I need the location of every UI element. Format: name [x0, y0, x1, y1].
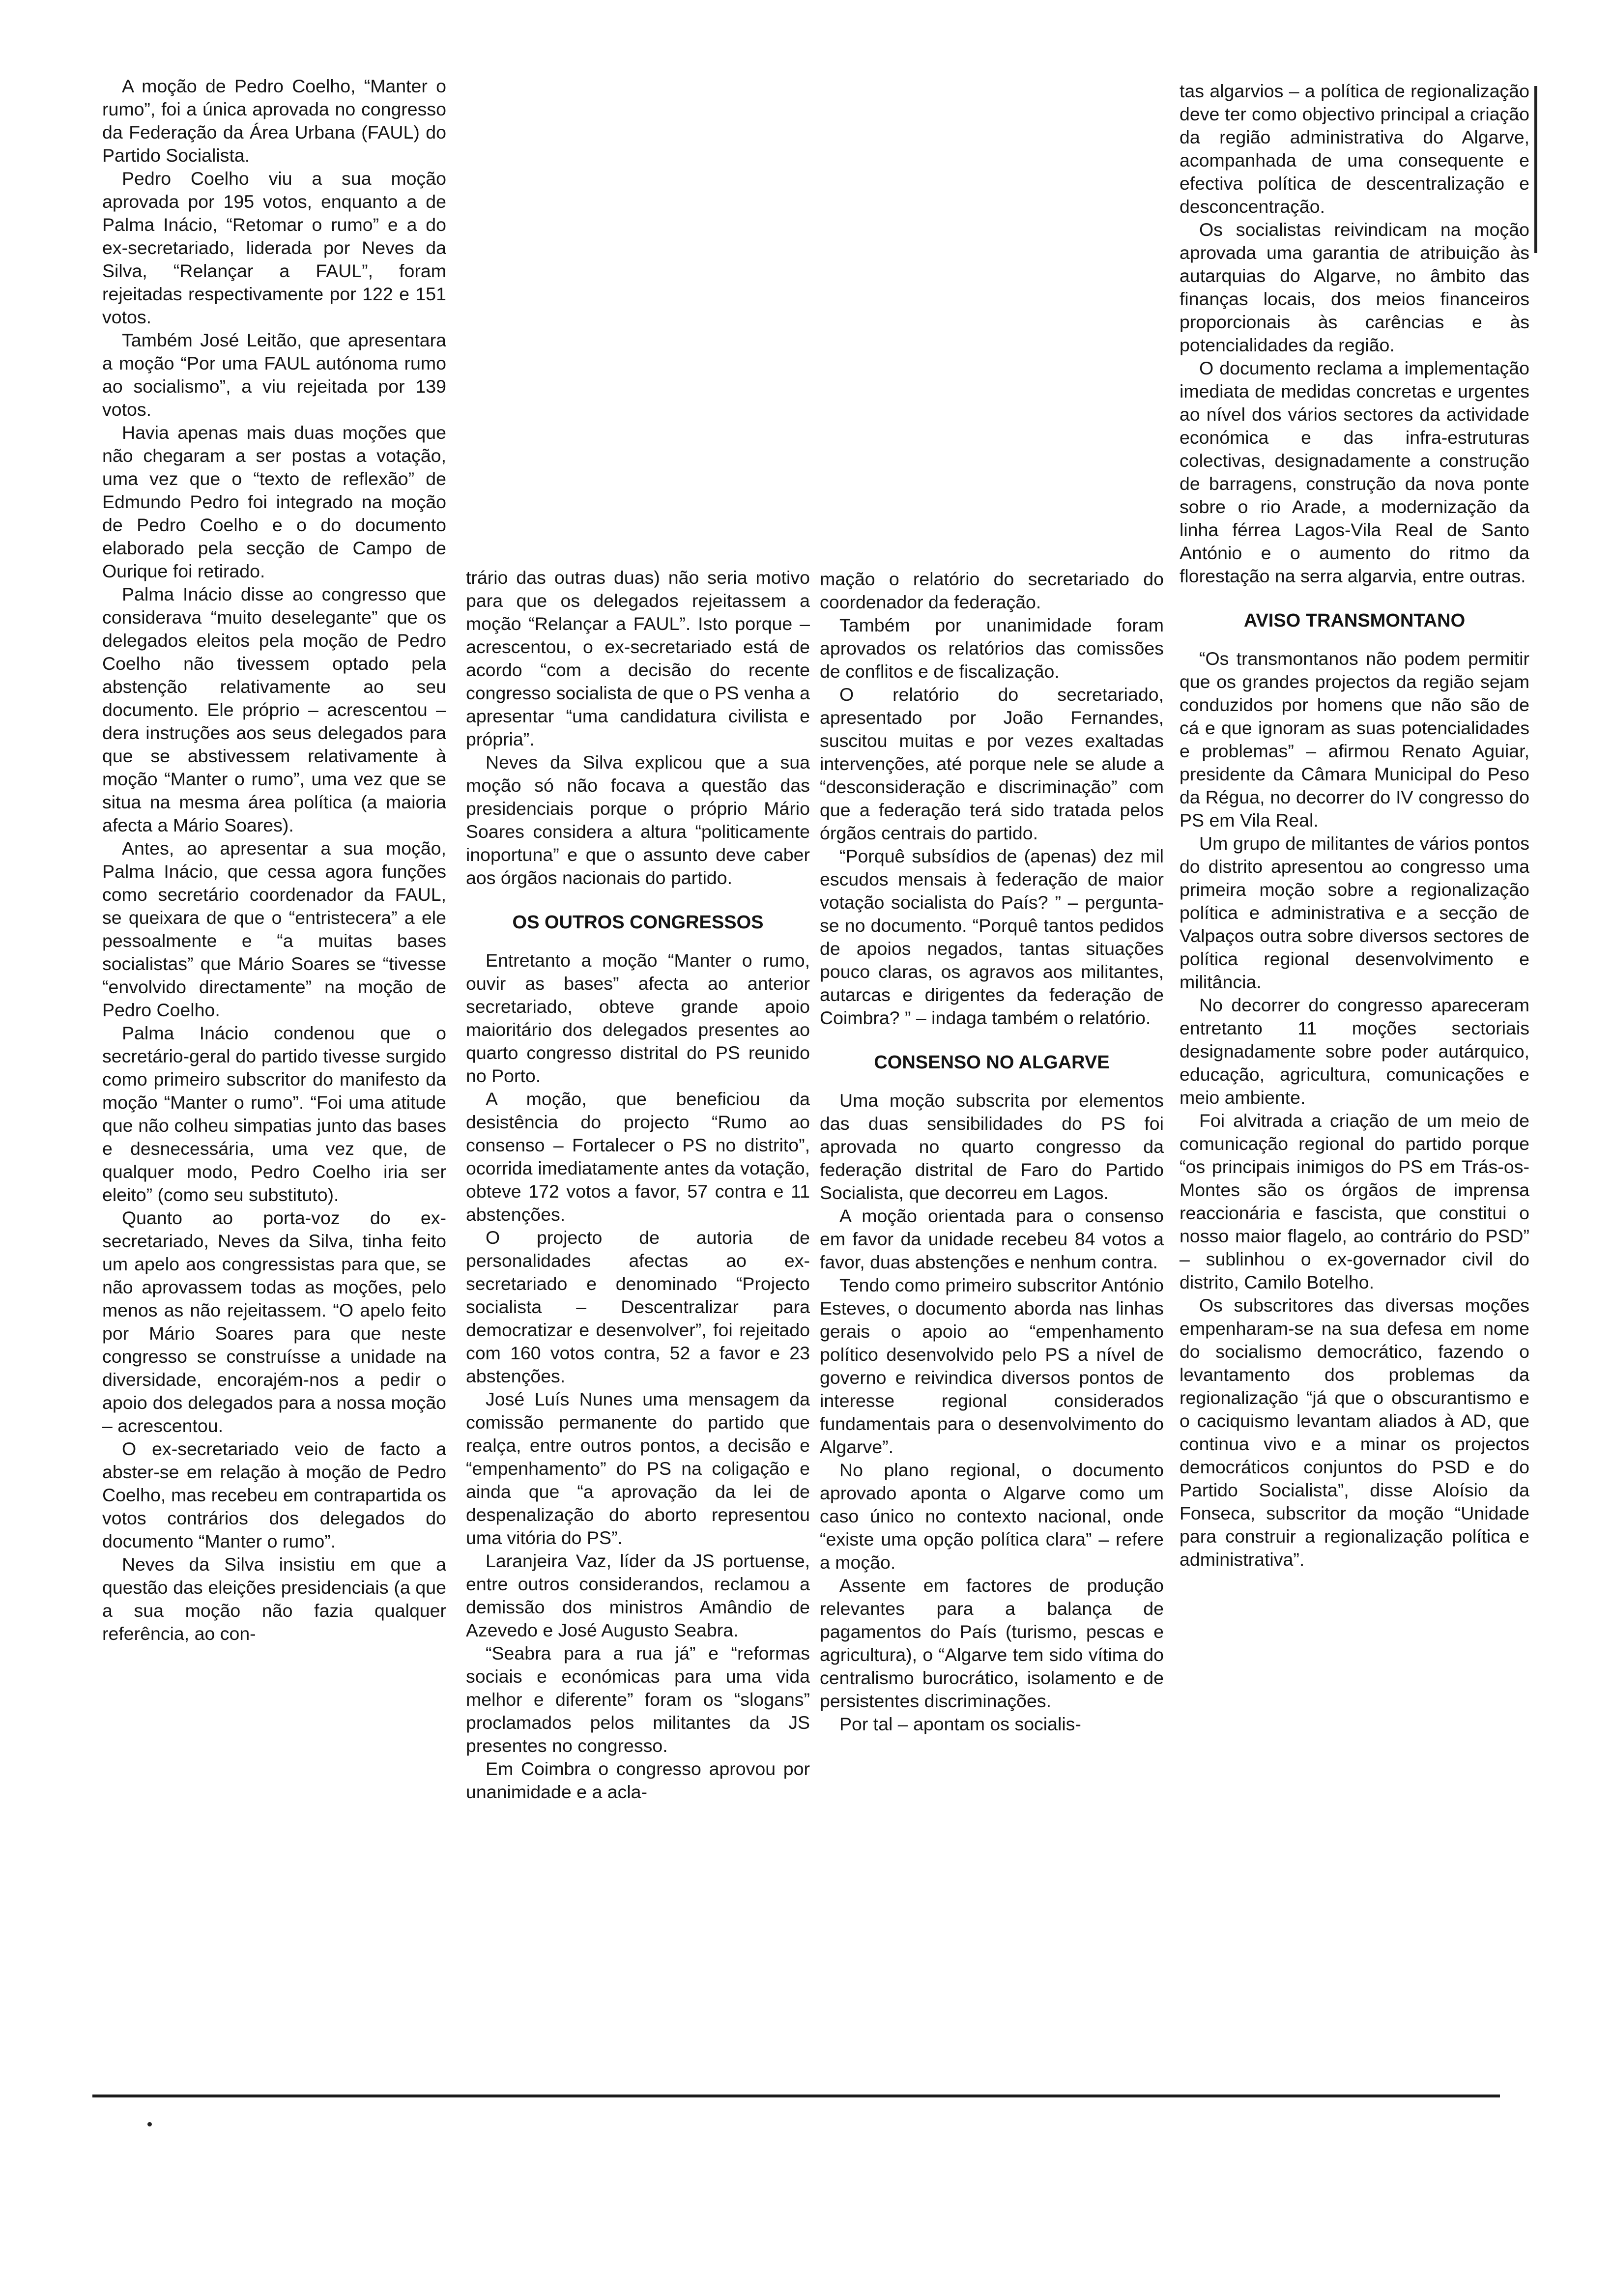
paragraph: Os socialistas reivindicam na moção aprovada uma garantia de atribuição às autarquias do Algarve, no âmbito das finanças locais, dos meios financeiros proporcionais às carências e às potencialidades da região.: [1180, 219, 1529, 355]
paragraph: Entretanto a moção “Manter o rumo, ouvir as bases” afecta ao anterior secretariado, obteve grande apoio maioritário dos delegados presentes ao quarto congresso distrital do PS reunido no Porto.: [466, 950, 810, 1086]
paragraph: Quanto ao porta-voz do ex-secretariado, Neves da Silva, tinha feito um apelo aos congressistas para que, se não aprovassem todas as moções, pelo menos as não rejeitassem. “O apelo feito por Mário Soares para que neste congresso se construísse a unidade na diversidade, encorajém-nos a pedir o apoio dos delegados para a nossa moção – acrescentou.: [102, 1207, 446, 1436]
paragraph: trário das outras duas) não seria motivo para que os delegados rejeitassem a moção “Relançar a FAUL”. Isto porque – acrescentou, o ex-secretariado está de acordo “com a decisão do recente congresso socialista de que o PS venha a apresentar “uma candidatura civilista e própria”.: [466, 567, 810, 749]
article-column-4: [1180, 80, 1529, 1571]
paragraph: A moção, que beneficiou da desistência do projecto “Rumo ao consenso – Fortalecer o PS no distrito”, ocorrida imediatamente antes da votação, obteve 172 votos a favor, 57 contra e 11 abstenções.: [466, 1089, 810, 1225]
paragraph: Por tal – apontam os socialis-: [839, 1714, 1081, 1734]
paragraph: No decorrer do congresso apareceram entretanto 11 moções sectoriais designadamente sobre poder autárquico, educação, agricultura, comunicações e meio ambiente.: [1180, 995, 1529, 1108]
section-heading: AVISO TRANSMONTANO: [1243, 610, 1466, 631]
section-heading: CONSENSO NO ALGARVE: [874, 1052, 1110, 1073]
paragraph: mação o relatório do secretariado do coordenador da federação.: [820, 569, 1164, 612]
paragraph: O ex-secretariado veio de facto a abster-se em relação à moção de Pedro Coelho, mas recebeu em contrapartida os votos contrários dos delegados do documento “Manter o rumo”.: [102, 1438, 446, 1551]
paragraph: José Luís Nunes uma mensagem da comissão permanente do partido que realça, entre outros pontos, a decisão e “empenhamento” do PS na coligação e ainda que “a aprovação da lei de despenalização do aborto representou uma vitória do PS”.: [466, 1389, 810, 1548]
paragraph: No plano regional, o documento aprovado aponta o Algarve como um caso único no contexto nacional, onde “existe uma opção política clara” – refere a moção.: [820, 1460, 1164, 1573]
paragraph: Também por unanimidade foram aprovados os relatórios das comissões de conflitos e de fiscalização.: [820, 615, 1164, 682]
paragraph: Antes, ao apresentar a sua moção, Palma Inácio, que cessa agora funções como secretário coordenador da FAUL, se queixara de que o “entristecera” a ele pessoalmente e “a muitas bases socialistas” que Mário Soares se “tivesse “envolvido directamente” na moção de Pedro Coelho.: [102, 838, 446, 1020]
paragraph: A moção de Pedro Coelho, “Manter o rumo”, foi a única aprovada no congresso da Federação da Área Urbana (FAUL) do Partido Socialista.: [102, 76, 446, 166]
paragraph: Palma Inácio condenou que o secretário-geral do partido tivesse surgido como primeiro subscritor do manifesto da moção “Manter o rumo”. “Foi uma atitude que não colheu simpatias junto das bases e desnecessária, uma vez que, de qualquer modo, Pedro Coelho iria ser eleito” (como seu substituto).: [102, 1023, 446, 1205]
paragraph: tas algarvios – a política de regionalização deve ter como objectivo principal a criação da região administrativa do Algarve, acompanhada de uma consequente e efectiva política de descentralização e desconcentração.: [1180, 81, 1529, 217]
paragraph: A moção orientada para o consenso em favor da unidade recebeu 84 votos a favor, duas abstenções e nenhum contra.: [820, 1205, 1164, 1272]
paragraph: Um grupo de militantes de vários pontos do distrito apresentou ao congresso uma primeira moção sobre a regionalização política e administrativa e a secção de Valpaços outra sobre diversos sectores de política regional desenvolvimento e militância.: [1180, 833, 1529, 992]
paragraph: Laranjeira Vaz, líder da JS portuense, entre outros considerandos, reclamou a demissão dos ministros Amândio de Azevedo e José Augusto Seabra.: [466, 1550, 810, 1640]
section-heading: OS OUTROS CONGRESSOS: [512, 912, 764, 933]
paragraph: “Os transmontanos não podem permitir que os grandes projectos da região sejam conduzidos por homens que não são de cá e que ignoram as suas potencialidades e problemas” – afirmou Renato Aguiar, presidente da Câmara Municipal do Peso da Régua, no decorrer do IV congresso do PS em Vila Real.: [1180, 648, 1529, 831]
paragraph: “Porquê subsídios de (apenas) dez mil escudos mensais à federação de maior votação socialista do País? ” – pergunta-se no documento. “Porquê tantos pedidos de apoios negados, tantas situações pouco claras, os agravos aos militantes, autarcas e dirigentes da federação de Coimbra? ” – indaga também o relatório.: [820, 846, 1164, 1028]
paragraph: Em Coimbra o congresso aprovou por unanimidade e a acla-: [466, 1758, 810, 1802]
paragraph: Pedro Coelho viu a sua moção aprovada por 195 votos, enquanto a de Palma Inácio, “Retomar o rumo” e a do ex-secretariado, liderada por Neves da Silva, “Relançar a FAUL”, foram rejeitadas respectivamente por 122 e 151 votos.: [102, 168, 446, 327]
paragraph: O relatório do secretariado, apresentado por João Fernandes, suscitou muitas e por vezes exaltadas intervenções, até porque nele se alude a “desconsideração e discriminação” com que a federação terá sido tratada pelos órgãos centrais do partido.: [820, 684, 1164, 843]
paragraph: Os subscritores das diversas moções empenharam-se na sua defesa em nome do socialismo democrático, fazendo o levantamento dos problemas da regionalização “já que o obscurantismo e o caciquismo levantam aliados à AD, que continua vivo e a minar os projectos democráticos conjuntos do PSD e do Partido Socialista”, disse Aloísio da Fonseca, subscritor da moção “Unidade para construir a regionalização política e administrativa”.: [1180, 1295, 1529, 1570]
paragraph: O projecto de autoria de personalidades afectas ao ex-secretariado e denominado “Projecto socialista – Descentralizar para democratizar e desenvolver”, foi rejeitado com 160 votos contra, 52 a favor e 23 abstenções.: [466, 1227, 810, 1386]
paragraph: Também José Leitão, que apresentara a moção “Por uma FAUL autónoma rumo ao socialismo”, a viu rejeitada por 139 votos.: [102, 330, 446, 420]
paragraph: O documento reclama a implementação imediata de medidas concretas e urgentes ao nível dos vários sectores da actividade económica e das infra-estruturas colectivas, designadamente a construção de barragens, construção da nova ponte sobre o rio Arade, a modernização da linha férrea Lagos-Vila Real de Santo António e o aumento do ritmo da florestação na serra algarvia, entre outras.: [1180, 358, 1529, 586]
paragraph: Tendo como primeiro subscritor António Esteves, o documento aborda nas linhas gerais o apoio ao “empenhamento político desenvolvido pelo PS a nível de governo e reivindica diversos pontos de interesse regional considerados fundamentais para o desenvolvimento do Algarve”.: [820, 1275, 1164, 1457]
print-speck: [147, 2122, 152, 2126]
paragraph: Uma moção subscrita por elementos das duas sensibilidades do PS foi aprovada no quarto congresso da federação distrital de Faro do Partido Socialista, que decorreu em Lagos.: [820, 1090, 1164, 1203]
paragraph: Assente em factores de produção relevantes para a balança de pagamentos do País (turismo, pescas e agricultura), o “Algarve tem sido vítima do centralismo burocrático, isolamento e de persistentes discriminações.: [820, 1575, 1164, 1711]
bottom-rule: [92, 2095, 1500, 2097]
paragraph: Havia apenas mais duas moções que não chegaram a ser postas a votação, uma vez que o “texto de reflexão” de Edmundo Pedro foi integrado na moção de Pedro Coelho e o do documento elaborado pela secção de Campo de Ourique foi retirado.: [102, 422, 446, 581]
paragraph: Foi alvitrada a criação de um meio de comunicação regional do partido porque “os principais inimigos do PS em Trás-os-Montes são os órgãos de imprensa reaccionária e fascista, que constitui o nosso maior flagelo, ao contrário do PSD” – sublinhou o ex-governador civil do distrito, Camilo Botelho.: [1180, 1110, 1529, 1292]
article-column-2: [466, 566, 810, 1804]
article-column-1: [102, 75, 446, 1645]
paragraph: Neves da Silva explicou que a sua moção só não focava a questão das presidenciais porque o próprio Mário Soares considera a altura “politicamente inoportuna” e que o assunto deve caber aos órgãos nacionais do partido.: [466, 752, 810, 888]
paragraph: Palma Inácio disse ao congresso que considerava “muito deselegante” que os delegados eleitos pela moção de Pedro Coelho não tivessem optado pela abstenção relativamente ao seu documento. Ele próprio – acrescentou – dera instruções aos seus delegados para que se abstivessem relativamente à moção “Manter o rumo”, uma vez que se situa na mesma área política (a maioria afecta a Mário Soares).: [102, 584, 446, 835]
article-column-3: [820, 568, 1164, 1736]
margin-mark: [1534, 86, 1537, 253]
paragraph: Neves da Silva insistiu em que a questão das eleições presidenciais (a que a sua moção não fazia qualquer referência, ao con-: [102, 1554, 446, 1644]
paragraph: “Seabra para a rua já” e “reformas sociais e económicas para uma vida melhor e diferente” foram os “slogans” proclamados pelos militantes da JS presentes no congresso.: [466, 1643, 810, 1756]
